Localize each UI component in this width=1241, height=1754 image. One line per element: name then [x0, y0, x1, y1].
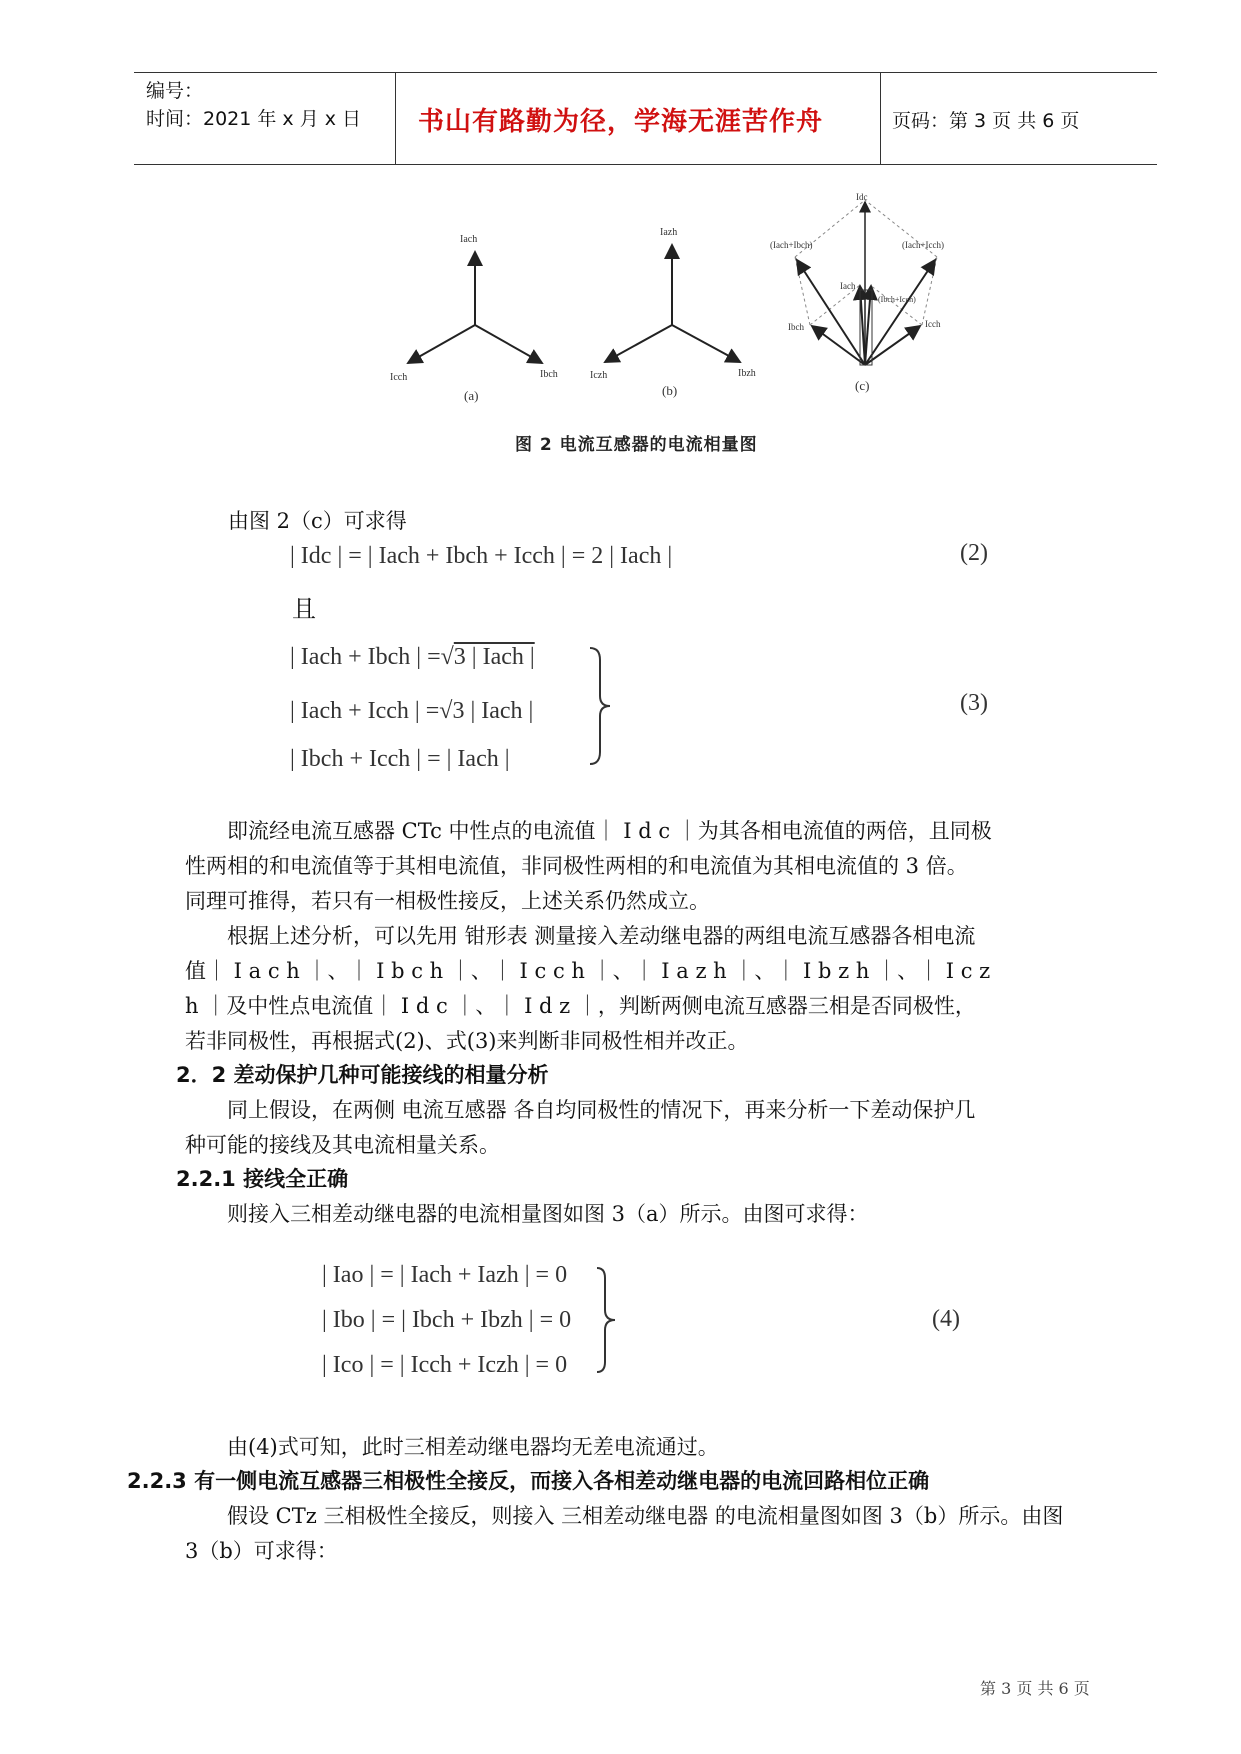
phasor-diagram-c — [770, 192, 944, 393]
paragraph-intro: 由图 2（c）可求得 — [228, 509, 407, 533]
paragraph-2-line-1: 即流经电流互感器 CTc 中性点的电流值｜ I d c ｜为其各相电流值的两倍，且同极 — [227, 819, 992, 843]
label-a-v1: Iach — [460, 234, 478, 245]
equation-4c: | Ico | = | Icch + Iczh | = 0 — [322, 1352, 568, 1378]
label-c: (c) — [855, 378, 870, 393]
header-number-label: 编号： — [146, 80, 204, 102]
equation-4b: | Ibo | = | Ibch + Ibzh | = 0 — [322, 1307, 572, 1333]
header-bottom-rule — [134, 164, 1157, 165]
heading-2-2-1: 2.2.1 接线全正确 — [176, 1167, 349, 1191]
paragraph-3-line-4: 若非同极性，再根据式(2)、式(3)来判断非同极性相并改正。 — [185, 1029, 749, 1053]
label-b: (b) — [662, 383, 678, 398]
label-b-v1: Iazh — [660, 227, 678, 238]
label-c-iach: Iach — [840, 281, 856, 291]
phasor-diagram-b — [590, 227, 756, 398]
label-c-right-sum: (Iach+Icch) — [902, 240, 945, 250]
brace-4 — [595, 1266, 617, 1374]
label-b-v3: Iczh — [590, 370, 608, 381]
equation-4a: | Iao | = | Iach + Iazh | = 0 — [322, 1262, 568, 1288]
header-divider-left — [395, 72, 396, 164]
paragraph-3-line-1: 根据上述分析，可以先用 钳形表 测量接入差动继电器的两组电流互感器各相电流 — [227, 924, 976, 948]
equation-3b — [290, 698, 533, 725]
paragraph-6: 由(4)式可知，此时三相差动继电器均无差电流通过。 — [227, 1435, 719, 1459]
paragraph-5: 则接入三相差动继电器的电流相量图如图 3（a）所示。由图可求得： — [227, 1202, 869, 1226]
equation-2: | Idc | = | Iach + Ibch + Icch | = 2 | Iach | — [290, 543, 673, 569]
paragraph-4-line-2: 种可能的接线及其电流相量关系。 — [185, 1133, 500, 1157]
header-time-label: 时间：2021 年 x 月 x 日 — [146, 108, 362, 130]
equation-4-number: (4) — [932, 1306, 960, 1332]
label-c-top: Idc — [856, 192, 868, 202]
heading-2-2-3: 2.2.3 有一侧电流互感器三相极性全接反，而接入各相差动继电器的电流回路相位正确 — [127, 1469, 930, 1493]
equation-3b-right: 3 | Iach | — [452, 698, 534, 724]
figure-caption: 图 2 电流互感器的电流相量图 — [515, 435, 758, 455]
phasor-diagram-a — [390, 234, 558, 403]
equation-3a-right: 3 | Iach | — [453, 644, 535, 670]
equation-3a — [290, 644, 535, 671]
paragraph-2-line-2: 性两相的和电流值等于其相电流值，非同极性两相的和电流值为其相电流值的 3 倍。 — [185, 854, 968, 878]
equation-2-number: (2) — [960, 540, 988, 566]
label-a-v2: Ibch — [540, 369, 558, 380]
label-c-ibch: Ibch — [788, 322, 804, 332]
paragraph-4-line-1: 同上假设，在两侧 电流互感器 各自均同极性的情况下，再来分析一下差动保护几 — [227, 1098, 976, 1122]
paragraph-7-line-2: 3（b）可求得： — [185, 1539, 338, 1563]
brace-3 — [588, 646, 612, 766]
header-motto: 书山有路勤为径，学海无涯苦作舟 — [418, 107, 824, 137]
label-c-left-sum: (Iach+Ibch) — [770, 240, 813, 250]
equation-3a-left: | Iach + Ibch | = — [290, 644, 441, 670]
heading-2-2: 2．2 差动保护几种可能接线的相量分析 — [176, 1063, 549, 1087]
equation-3c: | Ibch + Icch | = | Iach | — [290, 746, 510, 772]
label-b-v2: Ibzh — [738, 368, 756, 379]
paragraph-3-line-3: h ｜及中性点电流值｜ I d c ｜、｜ I d z ｜，判断两侧电流互感器三相是否同极性， — [185, 994, 976, 1018]
equation-3-number: (3) — [960, 690, 988, 716]
header-divider-right — [880, 72, 881, 164]
paragraph-7-line-1: 假设 CTz 三相极性全接反，则接入 三相差动继电器 的电流相量图如图 3（b）所示。由图 — [227, 1504, 1064, 1528]
text-qie: 且 — [292, 595, 316, 623]
paragraph-2-line-3: 同理可推得，若只有一相极性接反，上述关系仍然成立。 — [185, 889, 710, 913]
sqrt-symbol: √ — [440, 644, 454, 670]
footer-page-number: 第 3 页 共 6 页 — [980, 1679, 1090, 1698]
header-page-label: 页码：第 3 页 共 6 页 — [892, 110, 1080, 132]
equation-3b-left: | Iach + Icch | = — [290, 698, 440, 724]
label-a: (a) — [464, 388, 479, 403]
label-c-icch: Icch — [925, 319, 941, 329]
sqrt-symbol: √ — [439, 698, 453, 724]
paragraph-3-line-2: 值｜ I a c h ｜、｜ I b c h ｜、｜ I c c h ｜、｜ I a z h ｜、｜ I b z h ｜、｜ I c z — [185, 959, 991, 983]
label-c-mid: (Ibch+Icch) — [878, 295, 916, 304]
phasor-figure — [330, 190, 980, 420]
label-a-v3: Icch — [390, 372, 408, 383]
header-top-rule — [134, 72, 1157, 73]
